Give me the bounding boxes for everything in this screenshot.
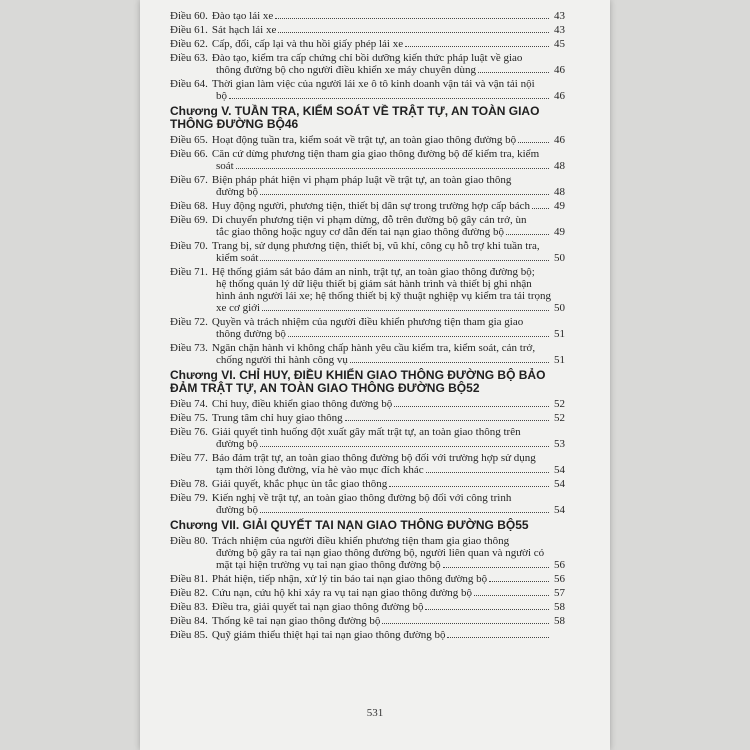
dot-leader — [382, 623, 549, 624]
toc-line — [170, 438, 565, 450]
article-title: kiểm soát — [216, 252, 259, 264]
toc-entry — [170, 452, 565, 476]
dot-leader — [350, 362, 549, 363]
toc-line — [170, 492, 565, 504]
article-title: đường bộ — [216, 438, 259, 450]
article-title: Căn cứ dừng phương tiện tham gia giao thông đường bộ để kiểm tra, kiểm — [211, 148, 540, 160]
article-title: Sát hạch lái xe — [211, 24, 277, 36]
article-title: Thời gian làm việc của người lái xe ô tô kinh doanh vận tải và vận tải nội — [211, 78, 535, 90]
article-title: Huy động người, phương tiện, thiết bị dân sự trong trường hợp cấp bách — [211, 200, 530, 212]
article-title: Thống kê tai nạn giao thông đường bộ — [211, 615, 381, 627]
article-label: Điều 64. — [170, 78, 208, 90]
article-label: Điều 60. — [170, 10, 208, 22]
article-title: đường bộ — [216, 504, 259, 516]
article-title: Chỉ huy, điều khiển giao thông đường bộ — [211, 398, 393, 410]
dot-leader — [447, 637, 549, 638]
toc-line — [170, 601, 565, 613]
dot-leader — [288, 336, 549, 337]
toc-line — [170, 398, 565, 410]
article-title: đường bộ — [216, 186, 259, 198]
dot-leader — [260, 194, 549, 195]
article-label: Điều 84. — [170, 615, 208, 627]
article-title: hình ảnh người lái xe; hệ thống thiết bị kỹ thuật nghiệp vụ kiểm tra tải trọng — [216, 290, 551, 302]
page-ref: 58 — [554, 601, 565, 613]
toc-line — [170, 464, 565, 476]
page-ref: 48 — [554, 160, 565, 172]
dot-leader — [425, 609, 549, 610]
article-label: Điều 71. — [170, 266, 208, 278]
toc-line — [170, 148, 565, 160]
page-ref: 56 — [554, 573, 565, 585]
article-title: thông đường bộ — [216, 328, 286, 340]
toc-line — [170, 290, 565, 302]
toc-line — [170, 629, 565, 641]
article-label: Điều 77. — [170, 452, 208, 464]
toc-line — [170, 316, 565, 328]
toc-line — [170, 64, 565, 76]
page-ref: 58 — [554, 615, 565, 627]
article-label: Điều 69. — [170, 214, 208, 226]
article-title: Điều tra, giải quyết tai nạn giao thông đường bộ — [211, 601, 424, 613]
toc-entry — [170, 629, 565, 641]
article-title: Trang bị, sử dụng phương tiện, thiết bị, vũ khí, công cụ hỗ trợ khi tuần tra, — [211, 240, 540, 252]
book-page — [140, 0, 610, 750]
article-label: Điều 76. — [170, 426, 208, 438]
page-ref: 46 — [554, 64, 565, 76]
article-label: Điều 68. — [170, 200, 208, 212]
toc-entry — [170, 200, 565, 212]
dot-leader — [260, 512, 549, 513]
article-title: tắc giao thông hoặc nguy cơ dẫn đến tai nạn giao thông đường bộ — [216, 226, 504, 238]
article-title: Đào tạo, kiểm tra cấp chứng chỉ bồi dưỡng kiến thức pháp luật về giao — [211, 52, 523, 64]
page-ref: 52 — [554, 412, 565, 424]
toc-entry — [170, 492, 565, 516]
page-ref: 43 — [554, 10, 565, 22]
dot-leader — [345, 420, 549, 421]
page-ref: 56 — [554, 559, 565, 571]
chapter-heading — [170, 519, 565, 532]
chapter-line — [170, 118, 565, 131]
page-ref: 50 — [554, 252, 565, 264]
page-ref: 46 — [284, 117, 299, 131]
toc-line — [170, 174, 565, 186]
page-ref: 54 — [554, 504, 565, 516]
toc-line — [170, 426, 565, 438]
toc-entry — [170, 316, 565, 340]
toc-line — [170, 38, 565, 50]
toc-entry — [170, 240, 565, 264]
toc-entry — [170, 174, 565, 198]
toc-line — [170, 24, 565, 36]
toc-line — [170, 78, 565, 90]
page-ref: 48 — [554, 186, 565, 198]
toc-entry — [170, 573, 565, 585]
page-ref: 43 — [554, 24, 565, 36]
article-title: Hoạt động tuần tra, kiểm soát về trật tự, an toàn giao thông đường bộ — [211, 134, 517, 146]
toc-entry — [170, 535, 565, 571]
toc-entry — [170, 10, 565, 22]
toc-entry — [170, 398, 565, 410]
article-label: Điều 66. — [170, 148, 208, 160]
page-ref: 57 — [554, 587, 565, 599]
toc-line — [170, 302, 565, 314]
toc-line — [170, 52, 565, 64]
article-title: Hệ thống giám sát bảo đảm an ninh, trật tự, an toàn giao thông đường bộ; — [211, 266, 535, 278]
article-title: Ngăn chặn hành vi không chấp hành yêu cầu kiểm tra, kiểm soát, cản trở, — [211, 342, 536, 354]
toc-entry — [170, 587, 565, 599]
toc-entry — [170, 78, 565, 102]
article-title: Phát hiện, tiếp nhận, xử lý tin báo tai nạn giao thông đường bộ — [211, 573, 488, 585]
article-title: mặt tại hiện trường vụ tai nạn giao thông đường bộ — [216, 559, 441, 571]
page-ref: 46 — [554, 90, 565, 102]
article-title: Quyền và trách nhiệm của người điều khiển phương tiện tham gia giao — [211, 316, 524, 328]
dot-leader — [262, 310, 549, 311]
dot-leader — [394, 406, 549, 407]
toc-line — [170, 354, 565, 366]
toc-line — [170, 342, 565, 354]
article-title: Biện pháp phát hiện vi phạm pháp luật về trật tự, an toàn giao thông — [211, 174, 512, 186]
chapter-title: ĐẢM TRẬT TỰ, AN TOÀN GIAO THÔNG ĐƯỜNG BỘ — [170, 381, 467, 395]
toc-line — [170, 547, 565, 559]
article-label: Điều 67. — [170, 174, 208, 186]
article-title: bộ — [216, 90, 227, 102]
dot-leader — [489, 581, 549, 582]
article-title: Cứu nạn, cứu hộ khi xảy ra vụ tai nạn giao thông đường bộ — [211, 587, 473, 599]
article-label: Điều 63. — [170, 52, 208, 64]
article-title: Giải quyết tình huống đột xuất gây mất trật tự, an toàn giao thông trên — [211, 426, 521, 438]
toc-line — [170, 328, 565, 340]
article-label: Điều 62. — [170, 38, 208, 50]
page-ref: 52 — [466, 381, 480, 395]
article-title: thông đường bộ cho người điều khiển xe máy chuyên dùng — [216, 64, 477, 76]
article-label: Điều 78. — [170, 478, 208, 490]
toc-entry — [170, 412, 565, 424]
chapter-title: Chương VI. CHỈ HUY, ĐIỀU KHIỂN GIAO THÔNG ĐƯỜNG BỘ BẢO — [170, 368, 546, 382]
toc-line — [170, 214, 565, 226]
toc-entry — [170, 266, 565, 314]
toc-line — [170, 240, 565, 252]
toc-entry — [170, 601, 565, 613]
dot-leader — [426, 472, 549, 473]
dot-leader — [260, 260, 549, 261]
article-label: Điều 65. — [170, 134, 208, 146]
article-title: hệ thống quản lý dữ liệu thiết bị giám sát hành trình và thiết bị ghi nhận — [216, 278, 532, 290]
dot-leader — [389, 486, 549, 487]
article-title: tạm thời lòng đường, vỉa hè vào mục đích khác — [216, 464, 424, 476]
toc-line — [170, 452, 565, 464]
article-title: chống người thi hành công vụ — [216, 354, 348, 366]
article-title: Cấp, đổi, cấp lại và thu hồi giấy phép lái xe — [211, 38, 404, 50]
page-ref: 54 — [554, 464, 565, 476]
page-ref: 54 — [554, 478, 565, 490]
toc-line — [170, 615, 565, 627]
toc-line — [170, 226, 565, 238]
toc-entry — [170, 214, 565, 238]
chapter-line — [170, 382, 565, 395]
page-ref: 55 — [515, 518, 529, 532]
toc-line — [170, 573, 565, 585]
toc-entry — [170, 342, 565, 366]
toc-entry — [170, 148, 565, 172]
toc-line — [170, 535, 565, 547]
toc-line — [170, 10, 565, 22]
toc-entry — [170, 615, 565, 627]
dot-leader — [260, 446, 549, 447]
toc-line — [170, 278, 565, 290]
toc-line — [170, 200, 565, 212]
dot-leader — [275, 18, 549, 19]
page-ref: 50 — [554, 302, 565, 314]
toc-entry — [170, 52, 565, 76]
toc-line — [170, 266, 565, 278]
article-title: Di chuyển phương tiện vi phạm dừng, đỗ trên đường bộ gây cản trở, ùn — [211, 214, 527, 226]
toc-line — [170, 412, 565, 424]
page-ref: 49 — [554, 200, 565, 212]
chapter-title: Chương V. TUẦN TRA, KIỂM SOÁT VỀ TRẬT TỰ, AN TOÀN GIAO — [170, 104, 540, 118]
chapter-title: Chương VII. GIẢI QUYẾT TAI NẠN GIAO THÔNG ĐƯỜNG BỘ — [170, 518, 516, 532]
toc-line — [170, 504, 565, 516]
article-label: Điều 83. — [170, 601, 208, 613]
dot-leader — [506, 234, 549, 235]
toc-line — [170, 90, 565, 102]
toc-entry — [170, 426, 565, 450]
dot-leader — [229, 98, 549, 99]
dot-leader — [278, 32, 549, 33]
toc-line — [170, 559, 565, 571]
dot-leader — [474, 595, 549, 596]
page-number: 531 — [366, 707, 384, 719]
page-ref: 49 — [554, 226, 565, 238]
article-title: Đào tạo lái xe — [211, 10, 274, 22]
table-of-contents — [170, 10, 565, 643]
chapter-line — [170, 519, 565, 532]
toc-entry — [170, 478, 565, 490]
article-label: Điều 85. — [170, 629, 208, 641]
article-title: Trách nhiệm của người điều khiển phương tiện tham gia giao thông — [211, 535, 510, 547]
chapter-heading — [170, 105, 565, 131]
article-label: Điều 82. — [170, 587, 208, 599]
dot-leader — [405, 46, 549, 47]
article-title: Quỹ giảm thiểu thiệt hại tai nạn giao thông đường bộ — [211, 629, 446, 641]
toc-entry — [170, 38, 565, 50]
page-ref: 52 — [554, 398, 565, 410]
page-ref: 53 — [554, 438, 565, 450]
page-ref: 46 — [554, 134, 565, 146]
article-label: Điều 70. — [170, 240, 208, 252]
page-ref: 45 — [554, 38, 565, 50]
toc-line — [170, 134, 565, 146]
article-title: Giải quyết, khắc phục ùn tắc giao thông — [211, 478, 388, 490]
toc-entry — [170, 134, 565, 146]
article-title: đường bộ gây ra tai nạn giao thông đường bộ, người liên quan và người có — [216, 547, 545, 559]
article-title: soát — [216, 160, 234, 172]
article-label: Điều 61. — [170, 24, 208, 36]
toc-entry — [170, 24, 565, 36]
article-label: Điều 81. — [170, 573, 208, 585]
article-title: Kiến nghị về trật tự, an toàn giao thông đường bộ đối với công trình — [211, 492, 512, 504]
article-label: Điều 80. — [170, 535, 208, 547]
toc-line — [170, 186, 565, 198]
chapter-title: THÔNG ĐƯỜNG BỘ — [170, 117, 285, 131]
article-title: Trung tâm chỉ huy giao thông — [211, 412, 343, 424]
dot-leader — [443, 567, 549, 568]
dot-leader — [532, 208, 549, 209]
chapter-heading — [170, 369, 565, 395]
dot-leader — [518, 142, 549, 143]
toc-line — [170, 478, 565, 490]
article-title: Bảo đảm trật tự, an toàn giao thông đường bộ đối với trường hợp sử dụng — [211, 452, 536, 464]
article-title: xe cơ giới — [216, 302, 261, 314]
article-label: Điều 73. — [170, 342, 208, 354]
article-label: Điều 72. — [170, 316, 208, 328]
toc-line — [170, 587, 565, 599]
dot-leader — [236, 168, 549, 169]
toc-line — [170, 160, 565, 172]
page-ref: 51 — [554, 354, 565, 366]
page-ref: 51 — [554, 328, 565, 340]
article-label: Điều 79. — [170, 492, 208, 504]
dot-leader — [478, 72, 549, 73]
article-label: Điều 75. — [170, 412, 208, 424]
toc-line — [170, 252, 565, 264]
article-label: Điều 74. — [170, 398, 208, 410]
